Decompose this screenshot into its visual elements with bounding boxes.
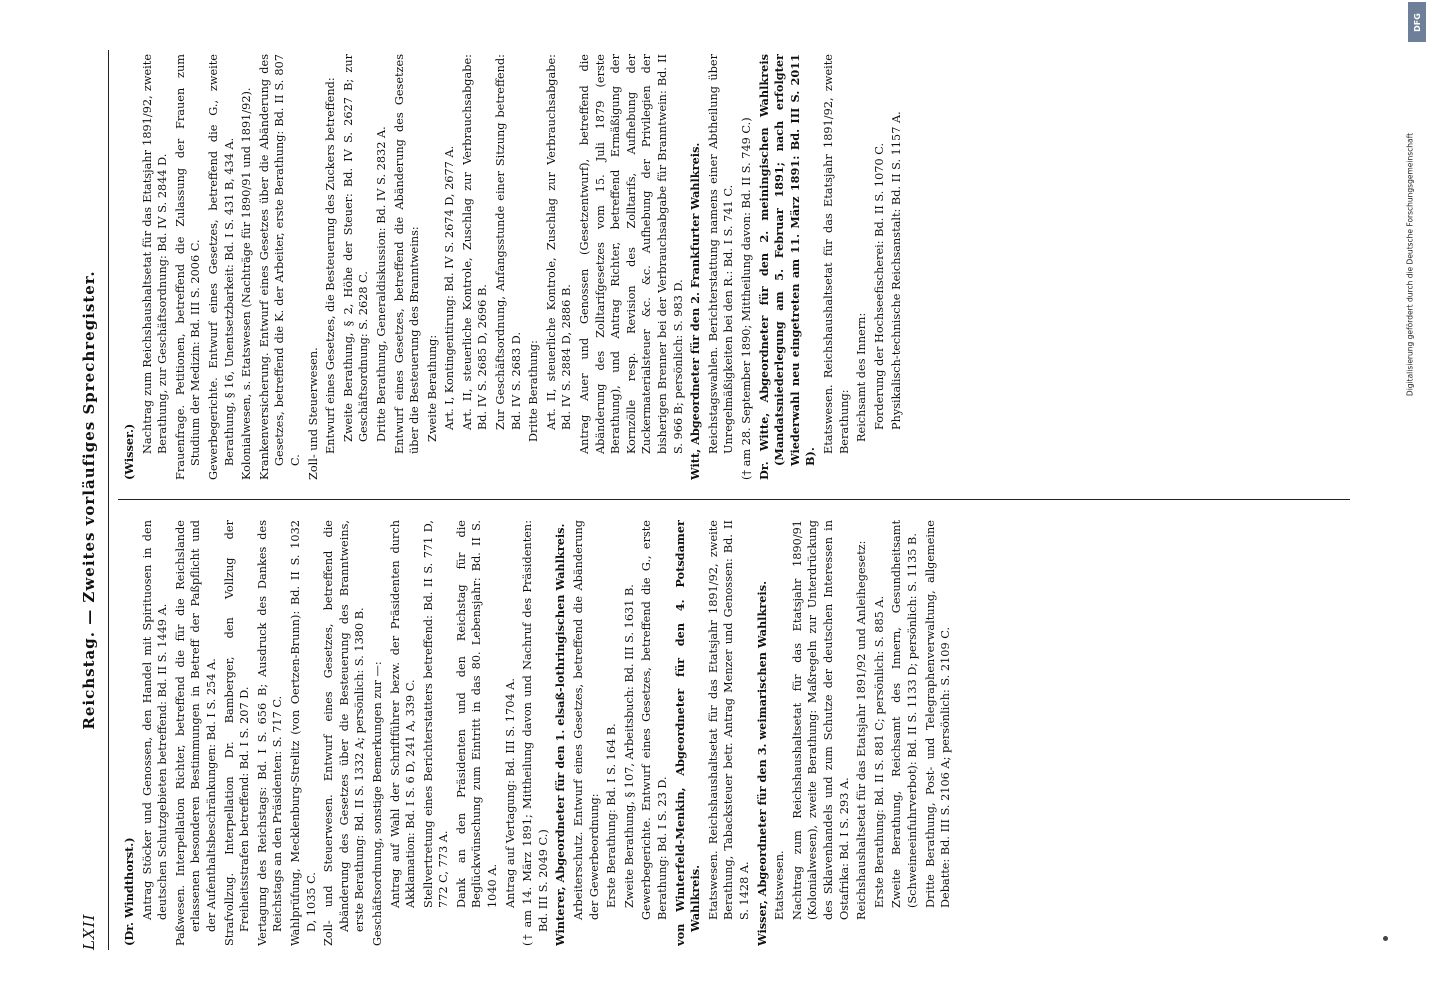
register-entry: Etatswesen. Reichshaushaltsetat für das Etatsjahr 1891/92, zweite Berathung, Tabacksteuer betr. Antrag Menzer und Genossen: Bd. II S. 1428 A. [706, 520, 751, 920]
register-entry: Nachtrag zum Reichshaushaltsetat für das Etatsjahr 1890/91 (Kolonialwesen), zweite Berathung: Maßregeln zur Unterdrückung des Sklavenhandels und zum Schutze der deutschen Interessen in Ostafrika: Bd. I S. 293 A. [790, 520, 851, 920]
register-entry: Zweite Berathung, § 107, Arbeitsbuch: Bd. III S. 1631 B. [622, 584, 636, 908]
register-name-entry: Wisser, Abgeordneter für den 3. weimarischen Wahlkreis. [754, 580, 769, 946]
register-entry: Zweite Berathung, § 2, Höhe der Steuer: Bd. IV S. 2627 B; zur Geschäftsordnung: S. 2628 C. [341, 54, 371, 442]
register-name-entry: Witt, Abgeordneter für den 2. Frankfurter Wahlkreis. [688, 142, 703, 480]
register-entry: Forderung der Hochseefischerei: Bd. II S. 1070 C. [872, 142, 886, 430]
register-entry: Zoll- und Steuerwesen. [306, 347, 320, 480]
right-column [122, 54, 1350, 480]
register-entry: Zweite Berathung, Reichsamt des Innern, Gesundheitsamt (Schweineeinfuhrverbot): Bd. II S. 1133 D; persönlich: S. 1135 B. [890, 520, 919, 908]
register-entry: Arbeiterschutz. Entwurf eines Gesetzes, betreffend die Abänderung der Gewerbeordnung: [572, 520, 601, 920]
running-title: Reichstag. — Zweites vorläufiges Sprechregister. [80, 270, 98, 730]
register-entry: Dritte Berathung, Generaldiskussion: Bd. IV S. 2832 A. [374, 126, 388, 442]
dfg-logo: DFG [1408, 2, 1426, 42]
scan-speck [1383, 936, 1388, 941]
page-header [76, 50, 106, 950]
register-name-entry: (Dr. Windthorst.) [122, 837, 136, 946]
register-entry: Gewerbegerichte. Entwurf eines Gesetzes, betreffend die G., zweite Berathung, § 16, Unentsetzbarkeit: Bd. I S. 431 B, 434 A. [206, 54, 236, 480]
register-entry: Antrag Stöcker und Genossen, den Handel mit Spirituosen in den deutschen Schutzgebieten betreffend: Bd. II S. 1449 A. [140, 520, 170, 920]
column-divider [118, 499, 1350, 500]
register-name-entry: Dr. Witte, Abgeordneter für den 2. meiningischen Wahlkreis (Mandatsniederlegung am 5. Februar 1891; nach erfolgter Wiederwahl neu eingetreten am 11. März 1891: Bd. III S. 2011 B). [756, 54, 818, 480]
register-entry: Paßwesen. Interpellation Richter, betreffend die für die Reichslande erlassenen besonderen Bestimmungen in Betreff der Paßpflicht und der Aufenthaltsbeschränkungen: Bd. I S. 254 A. [173, 520, 218, 946]
register-entry: Reichsamt des Innern: [855, 312, 869, 442]
register-entry: Etatswesen. [773, 850, 787, 920]
rotated-page [56, 20, 1376, 980]
register-entry: Stellvertretung eines Berichterstatters betreffend: Bd. II S. 771 D, 772 C, 773 A. [421, 520, 451, 908]
register-entry: Art. II, steuerliche Kontrole, Zuschlag zur Verbrauchsabgabe: Bd. IV S. 2884 D, 2886 B. [544, 54, 574, 430]
register-entry: († am 28. September 1890; Mittheilung davon: Bd. II S. 749 C.) [739, 117, 753, 480]
register-entry: Geschäftsordnung, sonstige Bemerkungen zur —: [370, 661, 384, 946]
register-entry: Etatswesen. Reichshaushaltsetat für das Etatsjahr 1891/92, zweite Berathung: [821, 54, 851, 454]
register-entry: Reichshaushaltsetat für das Etatsjahr 1891/92 und Anleihegesetz: [855, 540, 869, 920]
register-entry: Entwurf eines Gesetzes, betreffend die Abänderung des Gesetzes über die Besteuerung des Branntweins: [392, 54, 422, 454]
register-name-entry: Winterer, Abgeordneter für den 1. elsaß-lothringischen Wahlkreis. [553, 523, 568, 946]
register-entry: Krankenversicherung. Entwurf eines Gesetzes über die Abänderung des Gesetzes, betreffend die K. der Arbeiter, erste Berathung: Bd. II S. 807 C. [257, 54, 302, 480]
register-name-entry: (Wisser.) [122, 423, 136, 480]
digitization-note: Digitalisierung gefördert durch die Deutsche Forschungsgemeinschaft [1405, 132, 1415, 397]
register-entry: Physikalisch-technische Reichsanstalt: Bd. II S. 1157 A. [890, 111, 904, 430]
register-entry: Antrag Auer und Genossen (Gesetzentwurf), betreffend die Abänderung des Zolltarifgesetzes vom 15. Juli 1879 (erste Berathung), und Antrag Richter, betreffend Ermäßigung der Kornzölle resp. Revision des Zolltarifs, Aufhebung der Zuckermaterialsteuer &c. &c. Aufhebung der Privilegien der bisherigen Brenner bei der Verbrauchsabgabe für Branntwein: Bd. II S. 966 B; persönlich: S. 983 D. [578, 54, 685, 454]
register-entry: Art. I, Kontingentirung: Bd. IV S. 2674 D, 2677 A. [443, 145, 457, 430]
register-entry: Dritte Berathung, Post- und Telegraphenverwaltung, allgemeine Debatte: Bd. III S. 2106 A; persönlich: S. 2109 C. [923, 520, 953, 908]
register-entry: Vertagung des Reichstags: Bd. I S. 656 B; Ausdruck des Dankes des Reichstags an den Präsidenten: S. 717 C. [255, 520, 285, 946]
register-entry: Erste Berathung: Bd. II S. 881 C; persönlich: S. 885 A. [872, 595, 886, 908]
register-entry: Zur Geschäftsordnung, Anfangsstunde einer Sitzung betreffend: Bd. IV S. 2683 D. [494, 54, 523, 430]
register-name-entry: von Winterfeld-Menkin, Abgeordneter für den 4. Potsdamer Wahlkreis. [672, 520, 703, 946]
register-entry: Wahlprüfung, Mecklenburg-Strelitz (von Oertzen-Brunn): Bd. II S. 1032 D, 1035 C. [288, 520, 318, 946]
side-margin [1406, 0, 1426, 1000]
register-entry: († am 14. März 1891; Mittheilung davon und Nachruf des Präsidenten: Bd. III S. 2049 C.) [521, 520, 550, 946]
register-entry: Strafvollzug. Interpellation Dr. Bamberger, den Vollzug der Freiheitsstrafen betreffend: Bd. I S. 207 D. [222, 520, 252, 946]
register-entry: Antrag auf Vertagung: Bd. III S. 1704 A. [503, 678, 517, 908]
register-entry: Dritte Berathung: [527, 340, 541, 442]
register-entry: Frauenfrage. Petitionen, betreffend die Zulassung der Frauen zum Studium der Medizin: Bd. III S. 2006 C. [173, 54, 203, 480]
register-entry: Gewerbegerichte. Entwurf eines Gesetzes, betreffend die G., erste Berathung: Bd. I S. 23 D. [640, 520, 669, 920]
register-entry: Zoll- und Steuerwesen. Entwurf eines Gesetzes, betreffend die Abänderung des Gesetzes über die Besteuerung des Branntweins, erste Berathung: Bd. II S. 1332 A; persönlich: S. 1380 B. [322, 520, 367, 946]
register-entry: Entwurf eines Gesetzes, die Besteuerung des Zuckers betreffend: [324, 77, 338, 454]
page-number: LXII [80, 913, 98, 950]
header-rule [108, 50, 109, 950]
register-entry: Kolonialwesen, s. Etatswesen (Nachträge für 1890/91 und 1891/92). [240, 87, 254, 480]
register-entry: Reichstagswahlen. Berichterstattung namens einer Abtheilung über Unregelmäßigkeiten bei den R.: Bd. I S. 741 C. [706, 54, 736, 454]
register-entry: Antrag auf Wahl der Schriftführer bezw. der Präsidenten durch Akklamation: Bd. I S. 6 D, 241 A, 339 C. [388, 520, 418, 908]
register-entry: Zweite Berathung: [425, 334, 439, 442]
register-entry: Dank an den Präsidenten und den Reichstag für die Beglückwünschung zum Eintritt in das 80. Lebensjahr: Bd. II S. 1040 A. [454, 520, 500, 908]
register-entry: Nachtrag zum Reichshaushaltsetat für das Etatsjahr 1891/92, zweite Berathung, zur Geschäftsordnung: Bd. IV S. 2844 D. [140, 54, 170, 454]
register-entry: Erste Berathung: Bd. I S. 164 B. [605, 723, 619, 908]
register-entry: Art. II, steuerliche Kontrole, Zuschlag zur Verbrauchsabgabe: Bd. IV S. 2685 D, 2696 B. [460, 54, 490, 430]
left-column [122, 520, 1350, 946]
